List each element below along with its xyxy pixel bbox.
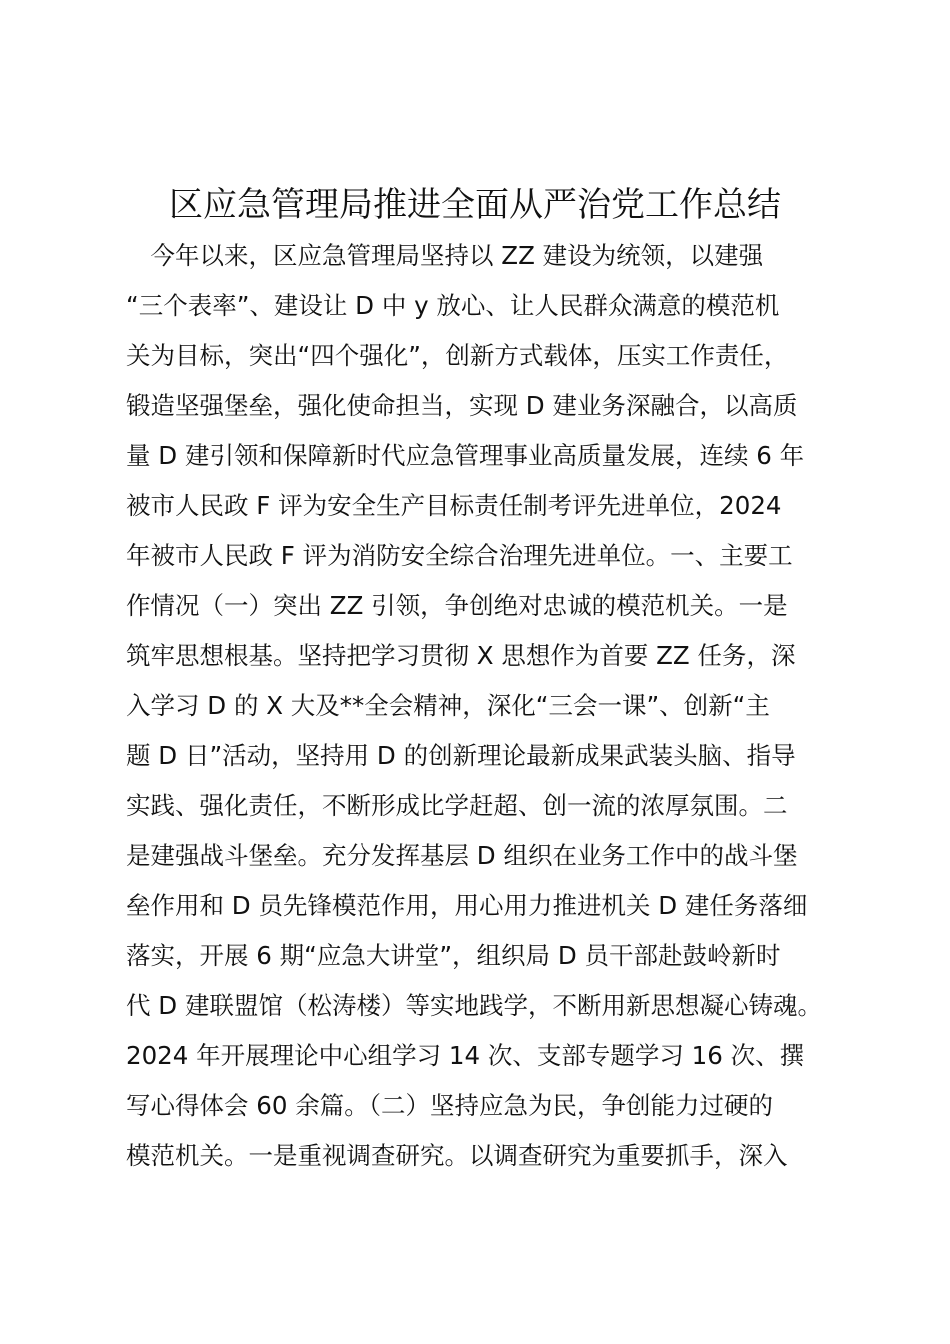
body-line: 模范机关。一是重视调查研究。以调查研究为重要抓手，深入	[126, 1141, 788, 1170]
body-line: 关为目标，突出“四个强化”，创新方式载体，压实工作责任，	[126, 341, 789, 370]
body-line: 2024 年开展理论中心组学习 14 次、支部专题学习 16 次、撰	[126, 1041, 805, 1070]
document-body	[126, 231, 866, 1181]
body-line: 入学习 D 的 X 大及**全会精神，深化“三会一课”、创新“主	[126, 691, 770, 720]
body-line: 实践、强化责任，不断形成比学赶超、创一流的浓厚氛围。二	[126, 791, 788, 820]
body-line: “三个表率”、建设让 D 中 y 放心、让人民群众满意的模范机	[126, 291, 780, 320]
body-line: 今年以来，区应急管理局坚持以 ZZ 建设为统领，以建强	[126, 241, 764, 270]
body-line: 锻造坚强堡垒，强化使命担当，实现 D 建业务深融合，以高质	[126, 391, 798, 420]
body-line: 写心得体会 60 余篇。（二）坚持应急为民，争创能力过硬的	[126, 1091, 773, 1120]
body-line: 代 D 建联盟馆（松涛楼）等实地践学，不断用新思想凝心铸魂。	[126, 991, 822, 1020]
body-line: 筑牢思想根基。坚持把学习贯彻 X 思想作为首要 ZZ 任务，深	[126, 641, 796, 670]
body-line: 作情况（一）突出 ZZ 引领，争创绝对忠诚的模范机关。一是	[126, 591, 788, 620]
body-line: 题 D 日”活动，坚持用 D 的创新理论最新成果武装头脑、指导	[126, 741, 796, 770]
document-title: 区应急管理局推进全面从严治党工作总结	[169, 185, 781, 225]
body-line: 被市人民政 F 评为安全生产目标责任制考评先进单位，2024	[126, 491, 782, 520]
body-line: 落实，开展 6 期“应急大讲堂”，组织局 D 员干部赴鼓岭新时	[126, 941, 781, 970]
body-line: 是建强战斗堡垒。充分发挥基层 D 组织在业务工作中的战斗堡	[126, 841, 798, 870]
body-line: 垒作用和 D 员先锋模范作用，用心用力推进机关 D 建任务落细	[126, 891, 808, 920]
body-line: 量 D 建引领和保障新时代应急管理事业高质量发展，连续 6 年	[126, 441, 805, 470]
body-line: 年被市人民政 F 评为消防安全综合治理先进单位。一、主要工	[126, 541, 793, 570]
